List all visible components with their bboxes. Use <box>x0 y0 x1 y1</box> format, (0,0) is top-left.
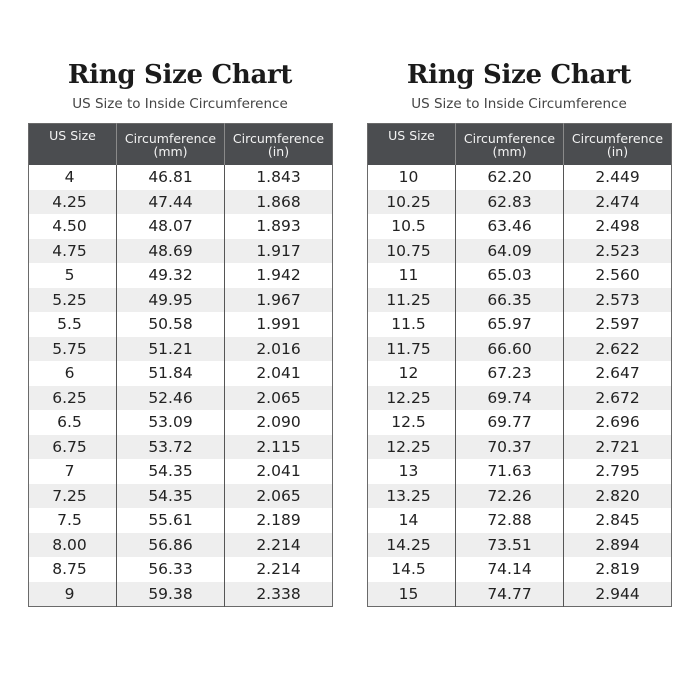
cell-circumference-in: 2.115 <box>225 435 333 460</box>
cell-us-size: 8.75 <box>29 557 117 582</box>
table-row <box>29 312 333 337</box>
cell-circumference-mm: 69.77 <box>456 410 564 435</box>
table-row <box>368 337 672 362</box>
table-row <box>368 239 672 264</box>
table-row <box>368 214 672 239</box>
cell-circumference-mm: 46.81 <box>117 165 225 190</box>
cell-circumference-in: 2.573 <box>564 288 672 313</box>
cell-us-size: 12.25 <box>368 435 456 460</box>
cell-circumference-mm: 63.46 <box>456 214 564 239</box>
cell-circumference-in: 2.523 <box>564 239 672 264</box>
table-row <box>29 165 333 190</box>
cell-us-size: 4.50 <box>29 214 117 239</box>
cell-circumference-in: 2.065 <box>225 484 333 509</box>
table-row <box>29 190 333 215</box>
cell-circumference-in: 1.917 <box>225 239 333 264</box>
table-row <box>29 459 333 484</box>
chart-subtitle: US Size to Inside Circumference <box>72 96 288 112</box>
cell-circumference-in: 2.894 <box>564 533 672 558</box>
cell-us-size: 14.25 <box>368 533 456 558</box>
table-row <box>368 263 672 288</box>
cell-circumference-mm: 66.60 <box>456 337 564 362</box>
cell-us-size: 11.25 <box>368 288 456 313</box>
table-row <box>29 386 333 411</box>
cell-circumference-mm: 56.33 <box>117 557 225 582</box>
cell-us-size: 14.5 <box>368 557 456 582</box>
header-circumference-mm: Circumference (mm) <box>117 124 225 166</box>
cell-us-size: 7 <box>29 459 117 484</box>
table-row <box>368 165 672 190</box>
cell-circumference-in: 2.041 <box>225 459 333 484</box>
cell-circumference-in: 2.672 <box>564 386 672 411</box>
cell-circumference-mm: 66.35 <box>456 288 564 313</box>
cell-us-size: 15 <box>368 582 456 607</box>
header-us-size: US Size <box>29 124 117 166</box>
cell-circumference-mm: 65.97 <box>456 312 564 337</box>
table-row <box>29 239 333 264</box>
cell-circumference-in: 2.474 <box>564 190 672 215</box>
table-row <box>29 557 333 582</box>
cell-circumference-in: 2.944 <box>564 582 672 607</box>
cell-us-size: 5.5 <box>29 312 117 337</box>
cell-circumference-mm: 62.83 <box>456 190 564 215</box>
cell-circumference-mm: 59.38 <box>117 582 225 607</box>
cell-circumference-in: 1.991 <box>225 312 333 337</box>
table-row <box>368 410 672 435</box>
cell-circumference-mm: 50.58 <box>117 312 225 337</box>
cell-circumference-mm: 47.44 <box>117 190 225 215</box>
cell-us-size: 11 <box>368 263 456 288</box>
cell-circumference-mm: 53.09 <box>117 410 225 435</box>
header-circumference-in: Circumference (in) <box>225 124 333 166</box>
cell-us-size: 12.25 <box>368 386 456 411</box>
cell-circumference-mm: 51.21 <box>117 337 225 362</box>
cell-circumference-in: 2.016 <box>225 337 333 362</box>
cell-circumference-in: 2.449 <box>564 165 672 190</box>
table-row <box>29 508 333 533</box>
header-circumference-in: Circumference (in) <box>564 124 672 166</box>
cell-us-size: 6.25 <box>29 386 117 411</box>
cell-us-size: 5 <box>29 263 117 288</box>
cell-circumference-in: 2.065 <box>225 386 333 411</box>
table-row <box>29 361 333 386</box>
cell-circumference-in: 2.795 <box>564 459 672 484</box>
table-row <box>368 288 672 313</box>
cell-circumference-mm: 65.03 <box>456 263 564 288</box>
cell-circumference-in: 2.597 <box>564 312 672 337</box>
ring-size-table <box>28 123 333 607</box>
cell-circumference-in: 2.845 <box>564 508 672 533</box>
cell-circumference-in: 1.967 <box>225 288 333 313</box>
cell-us-size: 5.75 <box>29 337 117 362</box>
table-row <box>29 533 333 558</box>
table-row <box>368 484 672 509</box>
cell-us-size: 10.5 <box>368 214 456 239</box>
cell-us-size: 10 <box>368 165 456 190</box>
cell-circumference-in: 2.041 <box>225 361 333 386</box>
cell-us-size: 4.75 <box>29 239 117 264</box>
cell-circumference-in: 2.338 <box>225 582 333 607</box>
cell-circumference-in: 2.820 <box>564 484 672 509</box>
cell-circumference-mm: 71.63 <box>456 459 564 484</box>
table-row <box>29 435 333 460</box>
table-row <box>368 435 672 460</box>
cell-circumference-in: 2.214 <box>225 557 333 582</box>
cell-us-size: 6.5 <box>29 410 117 435</box>
cell-circumference-mm: 49.32 <box>117 263 225 288</box>
cell-circumference-mm: 69.74 <box>456 386 564 411</box>
table-row <box>368 361 672 386</box>
table-row <box>29 582 333 607</box>
chart-subtitle: US Size to Inside Circumference <box>411 96 627 112</box>
cell-circumference-in: 2.696 <box>564 410 672 435</box>
cell-us-size: 9 <box>29 582 117 607</box>
cell-us-size: 13 <box>368 459 456 484</box>
table-row <box>29 263 333 288</box>
cell-circumference-in: 2.090 <box>225 410 333 435</box>
cell-us-size: 14 <box>368 508 456 533</box>
cell-circumference-mm: 54.35 <box>117 484 225 509</box>
cell-circumference-in: 2.189 <box>225 508 333 533</box>
cell-us-size: 11.75 <box>368 337 456 362</box>
ring-size-table <box>367 123 672 607</box>
cell-us-size: 12 <box>368 361 456 386</box>
cell-us-size: 12.5 <box>368 410 456 435</box>
table-row <box>368 312 672 337</box>
table-row <box>368 508 672 533</box>
table-row <box>368 533 672 558</box>
chart-title: Ring Size Chart <box>406 60 632 90</box>
cell-circumference-mm: 51.84 <box>117 361 225 386</box>
cell-us-size: 10.25 <box>368 190 456 215</box>
cell-us-size: 8.00 <box>29 533 117 558</box>
table-row <box>29 410 333 435</box>
cell-circumference-mm: 48.07 <box>117 214 225 239</box>
cell-us-size: 6.75 <box>29 435 117 460</box>
table-row <box>29 214 333 239</box>
table-row <box>29 288 333 313</box>
cell-circumference-mm: 67.23 <box>456 361 564 386</box>
cell-circumference-mm: 49.95 <box>117 288 225 313</box>
cell-circumference-mm: 74.14 <box>456 557 564 582</box>
table-row <box>368 386 672 411</box>
table-row <box>368 582 672 607</box>
table-header-row <box>29 124 333 166</box>
cell-circumference-mm: 54.35 <box>117 459 225 484</box>
table-header-row <box>368 124 672 166</box>
header-circumference-mm: Circumference (mm) <box>456 124 564 166</box>
cell-circumference-in: 1.843 <box>225 165 333 190</box>
cell-us-size: 13.25 <box>368 484 456 509</box>
cell-us-size: 5.25 <box>29 288 117 313</box>
cell-circumference-mm: 72.88 <box>456 508 564 533</box>
cell-circumference-in: 1.868 <box>225 190 333 215</box>
cell-circumference-in: 2.819 <box>564 557 672 582</box>
cell-circumference-mm: 72.26 <box>456 484 564 509</box>
cell-circumference-mm: 73.51 <box>456 533 564 558</box>
cell-us-size: 10.75 <box>368 239 456 264</box>
cell-circumference-in: 1.942 <box>225 263 333 288</box>
cell-us-size: 11.5 <box>368 312 456 337</box>
cell-circumference-in: 2.647 <box>564 361 672 386</box>
cell-circumference-in: 2.622 <box>564 337 672 362</box>
cell-us-size: 6 <box>29 361 117 386</box>
cell-circumference-in: 2.721 <box>564 435 672 460</box>
table-row <box>29 337 333 362</box>
cell-circumference-mm: 52.46 <box>117 386 225 411</box>
cell-us-size: 4.25 <box>29 190 117 215</box>
cell-circumference-mm: 56.86 <box>117 533 225 558</box>
table-row <box>368 557 672 582</box>
cell-circumference-mm: 70.37 <box>456 435 564 460</box>
cell-us-size: 4 <box>29 165 117 190</box>
cell-circumference-mm: 62.20 <box>456 165 564 190</box>
cell-circumference-in: 2.560 <box>564 263 672 288</box>
cell-circumference-mm: 48.69 <box>117 239 225 264</box>
cell-circumference-mm: 74.77 <box>456 582 564 607</box>
table-row <box>29 484 333 509</box>
cell-circumference-in: 2.498 <box>564 214 672 239</box>
cell-circumference-mm: 64.09 <box>456 239 564 264</box>
header-us-size: US Size <box>368 124 456 166</box>
chart-title: Ring Size Chart <box>67 60 293 90</box>
table-row <box>368 459 672 484</box>
cell-circumference-mm: 53.72 <box>117 435 225 460</box>
cell-us-size: 7.25 <box>29 484 117 509</box>
cell-circumference-mm: 55.61 <box>117 508 225 533</box>
cell-circumference-in: 2.214 <box>225 533 333 558</box>
table-row <box>368 190 672 215</box>
cell-circumference-in: 1.893 <box>225 214 333 239</box>
cell-us-size: 7.5 <box>29 508 117 533</box>
